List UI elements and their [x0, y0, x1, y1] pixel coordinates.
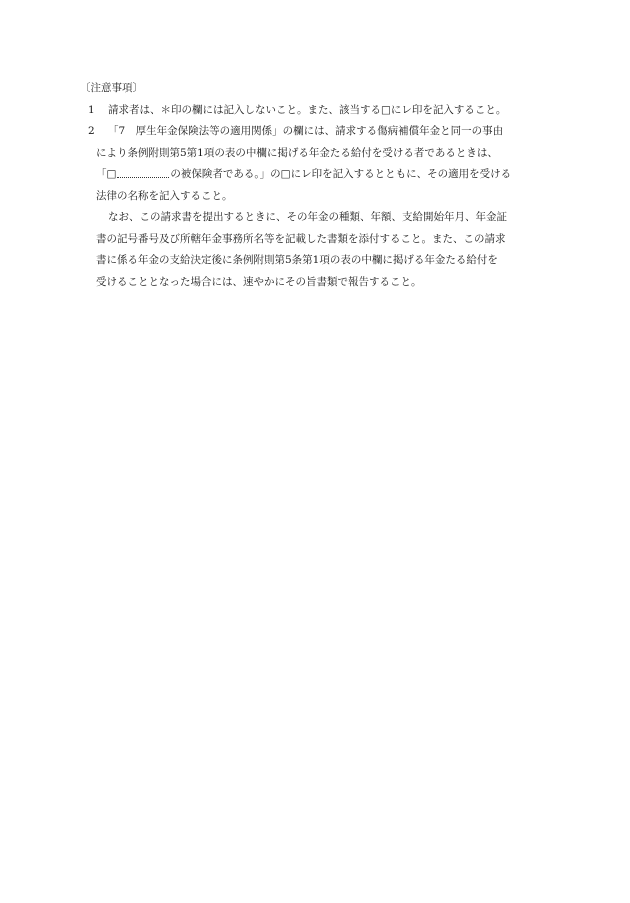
notes-heading: 〔注意事項〕 — [80, 82, 143, 94]
quote-suffix: の被保険者である。」の□にレ印を記入するとともに、その適用を受ける — [170, 168, 512, 180]
blank-field-dotted — [117, 165, 169, 178]
note-item-number: 2 — [88, 125, 95, 137]
note-item-text: 「7 厚生年金保険法等の適用関係」の欄には、請求する傷病補償年金と同一の事由 — [108, 125, 504, 137]
notes-section — [82, 78, 562, 293]
quote-prefix: 「□ — [96, 168, 117, 180]
note-item-1 — [82, 100, 562, 122]
paragraph-line: 書の記号番号及び所轄年金事務所名等を記載した書類を添付すること。また、この請求 — [96, 232, 506, 245]
note-item-2 — [82, 121, 562, 207]
paragraph-line: 書に係る年金の支給決定後に条例附則第5条第1項の表の中欄に掲げる年金たる給付を — [96, 254, 498, 266]
note-item-quote-line — [96, 164, 562, 186]
note-item-text: により条例附則第5第1項の表の中欄に掲げる年金たる給付を受ける者であるときは、 — [96, 146, 498, 159]
notes-paragraph — [82, 207, 562, 293]
paragraph-line: なお、この請求書を提出するときに、その年金の種類、年額、支給開始年月、年金証 — [108, 211, 507, 223]
note-item-text: 請求者は、＊印の欄には記入しないこと。また、該当する□にレ印を記入すること。 — [108, 103, 507, 116]
note-item-text: 法律の名称を記入すること。 — [96, 189, 233, 202]
note-item-number: 1 — [88, 103, 95, 116]
paragraph-line: 受けることとなった場合には、速やかにその旨書類で報告すること。 — [96, 275, 422, 288]
